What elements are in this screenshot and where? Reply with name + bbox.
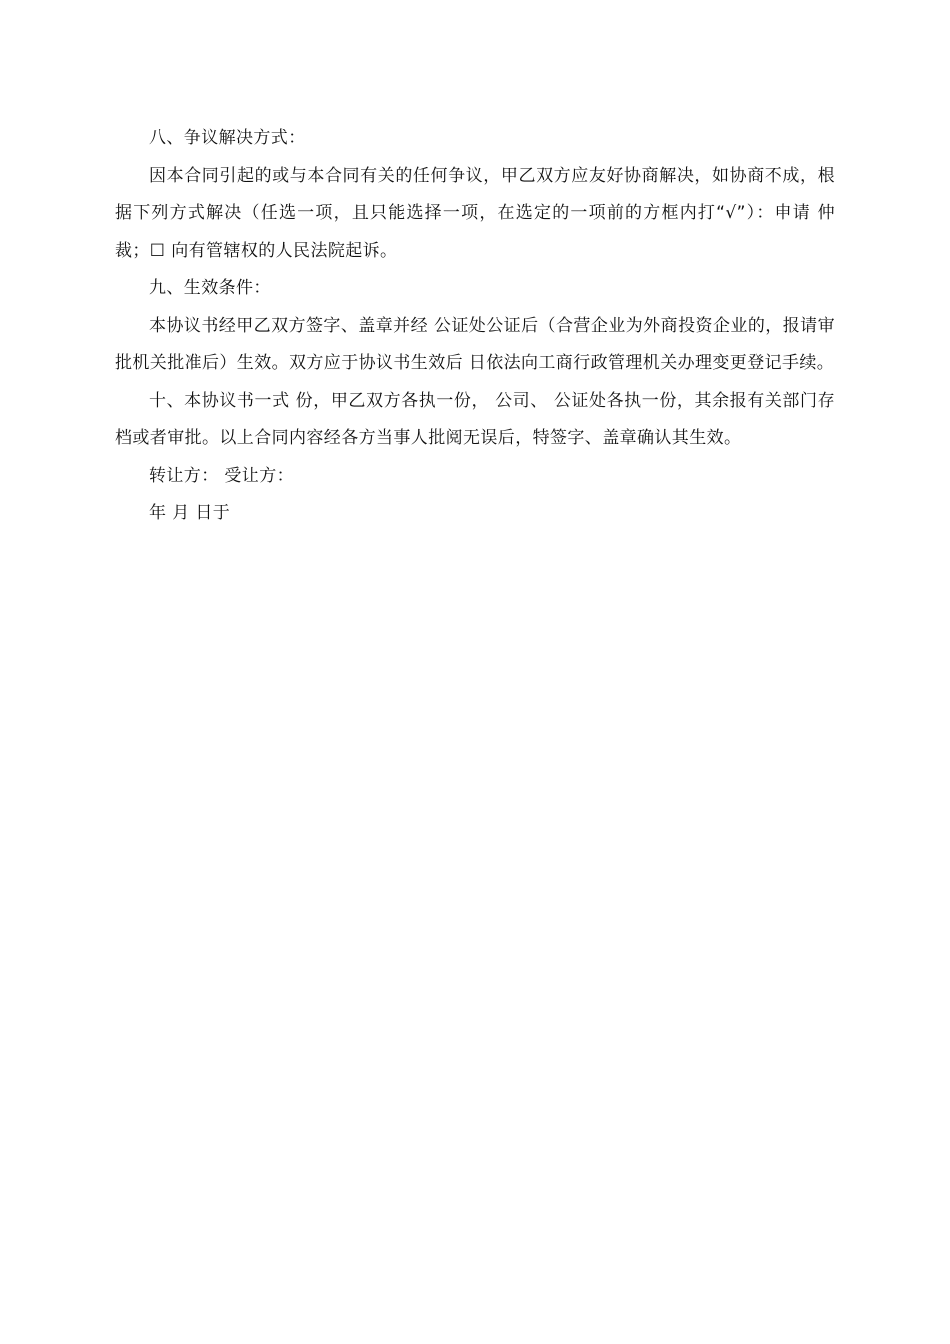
signature-date: 年 月 日于 (149, 503, 231, 523)
section-9-heading: 九、生效条件： (149, 278, 271, 298)
section-9-text: 本协议书经甲乙双方签字、盖章并经 公证处公证后（合营企业为外商投资企业的，报请审批机关批准后）生效。双方应于协议书生效后 日依法向工商行政管理机关办理变更登记手续。 (115, 315, 835, 373)
section-8-heading: 八、争议解决方式： (149, 128, 306, 148)
section-10-text: 十、本协议书一式 份，甲乙双方各执一份， 公司、 公证处各执一份，其余报有关部门存档或者审批。以上合同内容经各方当事人批阅无误后，特签字、盖章确认其生效。 (115, 390, 835, 448)
signature-parties: 转让方： 受让方： (149, 465, 295, 486)
document-body (115, 120, 835, 533)
section-8-text: 因本合同引起的或与本合同有关的任何争议，甲乙双方应友好协商解决，如协商不成，根据下列方式解决（任选一项，且只能选择一项，在选定的一项前的方框内打“√”）：申请 仲裁；☐ 向有管辖权的人民法院起诉。 (115, 165, 835, 261)
